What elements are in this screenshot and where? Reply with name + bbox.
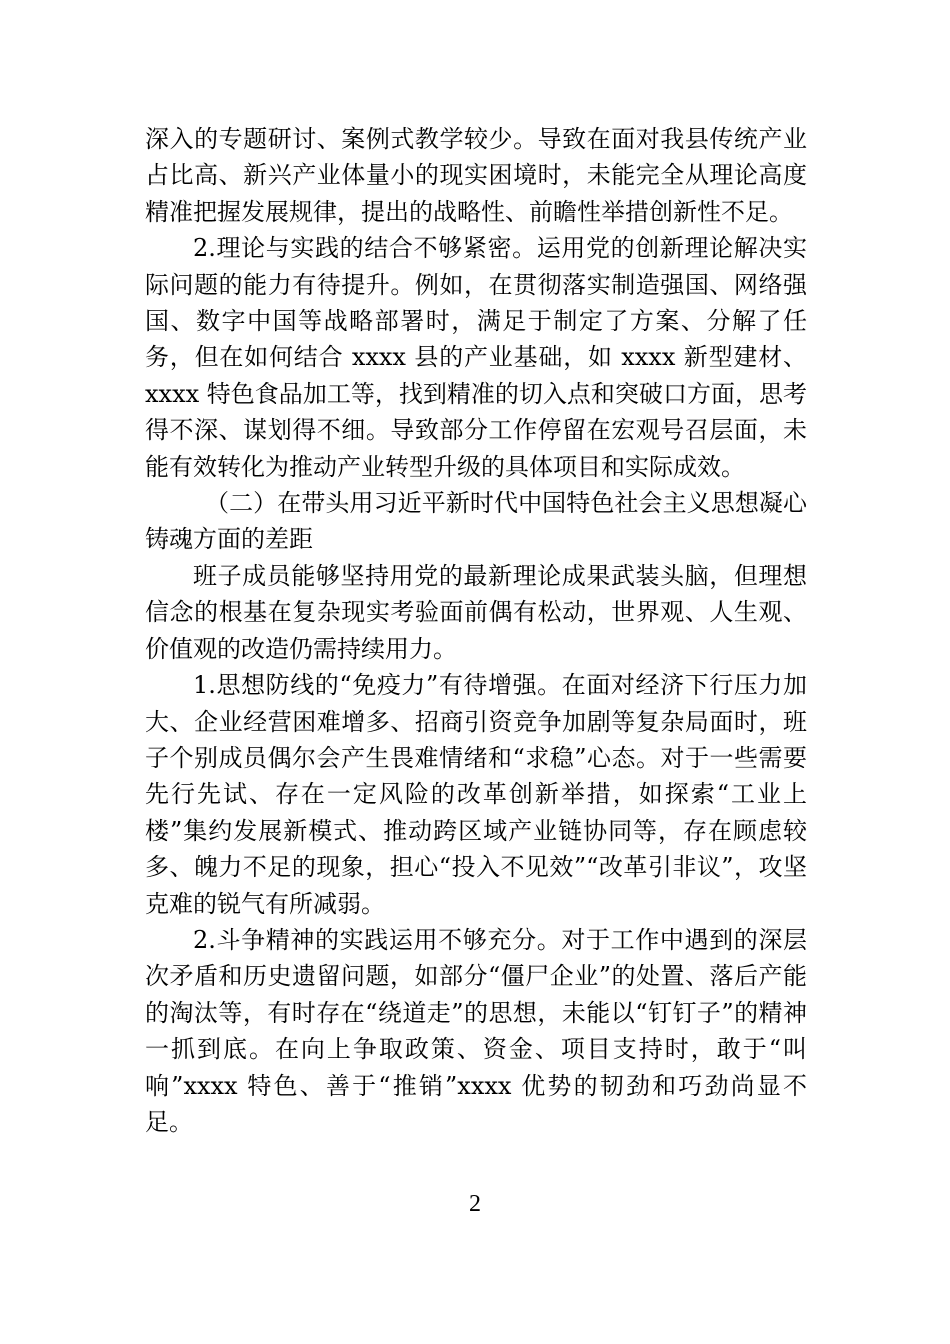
paragraph-theory-practice: 2.理论与实践的结合不够紧密。运用党的创新理论解决实际问题的能力有待提升。例如，在贯彻落实制造强国、网络强国、数字中国等战略部署时，满足于制定了方案、分解了任务，但在如何结合 xxxx 县的产业基础，如 xxxx 新型建材、xxxx 特色食品加工等，找到精准的切入点和突破口方面，思考得不深、谋划得不细。导致部分工作停留在宏观号召层面，未能有效转化为推动产业转型升级的具体项目和实际成效。: [145, 234, 807, 481]
section-heading-2: （二）在带头用习近平新时代中国特色社会主义思想凝心铸魂方面的差距: [145, 489, 807, 554]
paragraph-fighting-spirit: 2.斗争精神的实践运用不够充分。对于工作中遇到的深层次矛盾和历史遗留问题，如部分“僵尸企业”的处置、落后产能的淘汰等，有时存在“绕道走”的思想，未能以“钉钉子”的精神一抓到底。在向上争取政策、资金、项目支持时，敢于“叫响”xxxx 特色、善于“推销”xxxx 优势的韧劲和巧劲尚显不足。: [145, 925, 807, 1136]
body-text: [145, 121, 807, 1140]
page-number: 2: [469, 1191, 481, 1217]
paragraph-ideological-defense: 1.思想防线的“免疫力”有待增强。在面对经济下行压力加大、企业经营困难增多、招商引资竞争加剧等复杂局面时，班子个别成员偶尔会产生畏难情绪和“求稳”心态。对于一些需要先行先试、存在一定风险的改革创新举措，如探索“工业上楼”集约发展新模式、推动跨区域产业链协同等，存在顾虑较多、魄力不足的现象，担心“投入不见效”“改革引非议”，攻坚克难的锐气有所减弱。: [145, 671, 807, 918]
paragraph-section-intro: 班子成员能够坚持用党的最新理论成果武装头脑，但理想信念的根基在复杂现实考验面前偶有松动，世界观、人生观、价值观的改造仍需持续用力。: [145, 561, 807, 663]
paragraph-continuation: 深入的专题研讨、案例式教学较少。导致在面对我县传统产业占比高、新兴产业体量小的现实困境时，未能完全从理论高度精准把握发展规律，提出的战略性、前瞻性举措创新性不足。: [145, 125, 807, 226]
